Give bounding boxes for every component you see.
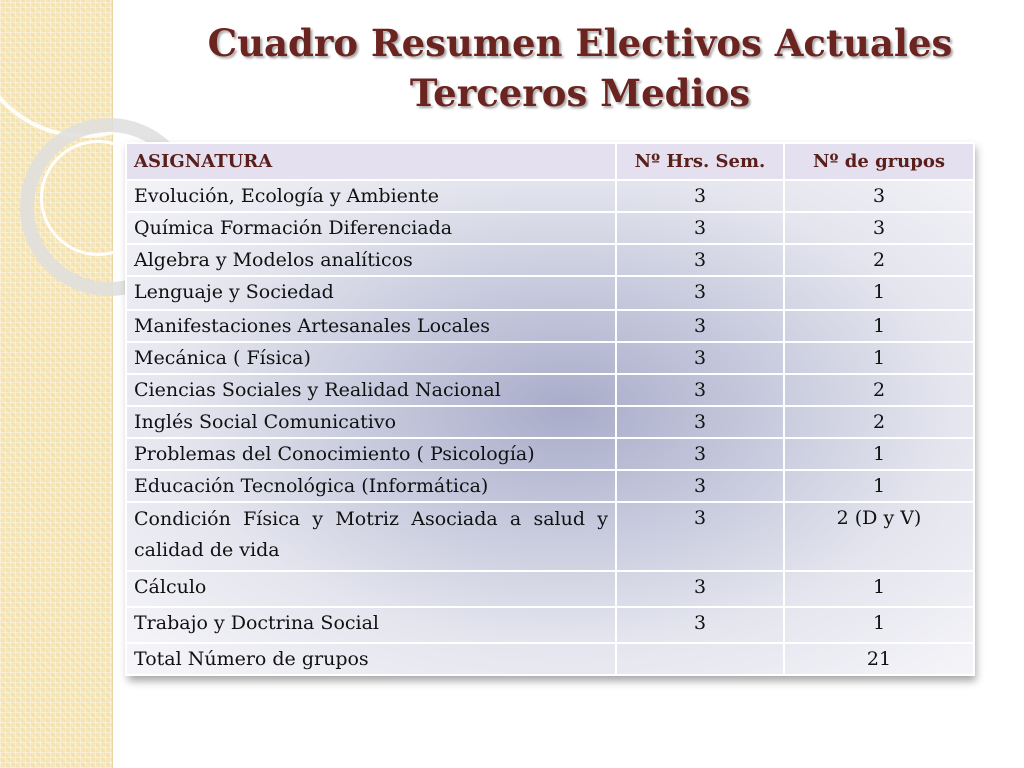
table-row (126, 438, 974, 470)
hours-cell: 3 (616, 438, 784, 470)
table-row (126, 374, 974, 406)
groups-cell: 2 (D y V) (784, 502, 974, 571)
total-label-cell: Total Número de grupos (126, 643, 616, 675)
hours-cell: 3 (616, 244, 784, 276)
subject-cell: Trabajo y Doctrina Social (126, 607, 616, 643)
table-row (126, 276, 974, 310)
table-row (126, 310, 974, 342)
hours-cell: 3 (616, 310, 784, 342)
table-row (126, 470, 974, 502)
groups-cell: 1 (784, 438, 974, 470)
slide-title (140, 18, 1020, 118)
column-header-hours: Nº Hrs. Sem. (616, 143, 784, 180)
groups-cell: 1 (784, 470, 974, 502)
summary-table-container (125, 142, 973, 676)
subject-cell: Manifestaciones Artesanales Locales (126, 310, 616, 342)
electives-summary-table (125, 142, 975, 676)
table-row (126, 571, 974, 607)
table-row (126, 244, 974, 276)
table-row (126, 342, 974, 374)
subject-cell: Inglés Social Comunicativo (126, 406, 616, 438)
hours-cell: 3 (616, 276, 784, 310)
table-row (126, 180, 974, 212)
hours-cell: 3 (616, 470, 784, 502)
hours-cell: 3 (616, 212, 784, 244)
title-line-1: Cuadro Resumen Electivos Actuales (207, 21, 953, 65)
table-row (126, 607, 974, 643)
groups-cell: 2 (784, 406, 974, 438)
table-header-row (126, 143, 974, 180)
subject-cell: Mecánica ( Física) (126, 342, 616, 374)
subject-cell: Algebra y Modelos analíticos (126, 244, 616, 276)
groups-cell: 3 (784, 180, 974, 212)
subject-cell: Educación Tecnológica (Informática) (126, 470, 616, 502)
hours-cell: 3 (616, 374, 784, 406)
hours-cell: 3 (616, 502, 784, 571)
groups-cell: 1 (784, 607, 974, 643)
groups-cell: 1 (784, 571, 974, 607)
groups-cell: 2 (784, 244, 974, 276)
subject-cell: Lenguaje y Sociedad (126, 276, 616, 310)
column-header-groups: Nº de grupos (784, 143, 974, 180)
subject-cell: Evolución, Ecología y Ambiente (126, 180, 616, 212)
table-row (126, 212, 974, 244)
hours-cell: 3 (616, 571, 784, 607)
column-header-subject: ASIGNATURA (126, 143, 616, 180)
groups-cell: 3 (784, 212, 974, 244)
groups-cell: 1 (784, 276, 974, 310)
subject-cell: Condición Física y Motriz Asociada a salud y calidad de vida (126, 502, 616, 571)
title-line-2: Terceros Medios (409, 71, 751, 115)
table-row (126, 406, 974, 438)
table-row (126, 502, 974, 571)
groups-cell: 1 (784, 342, 974, 374)
hours-cell: 3 (616, 180, 784, 212)
hours-cell: 3 (616, 342, 784, 374)
total-groups-cell: 21 (784, 643, 974, 675)
total-hours-cell (616, 643, 784, 675)
subject-cell: Cálculo (126, 571, 616, 607)
hours-cell: 3 (616, 406, 784, 438)
hours-cell: 3 (616, 607, 784, 643)
subject-cell: Química Formación Diferenciada (126, 212, 616, 244)
subject-cell: Problemas del Conocimiento ( Psicología) (126, 438, 616, 470)
groups-cell: 1 (784, 310, 974, 342)
subject-cell: Ciencias Sociales y Realidad Nacional (126, 374, 616, 406)
groups-cell: 2 (784, 374, 974, 406)
decorative-side-strip (0, 0, 113, 768)
table-total-row (126, 643, 974, 675)
